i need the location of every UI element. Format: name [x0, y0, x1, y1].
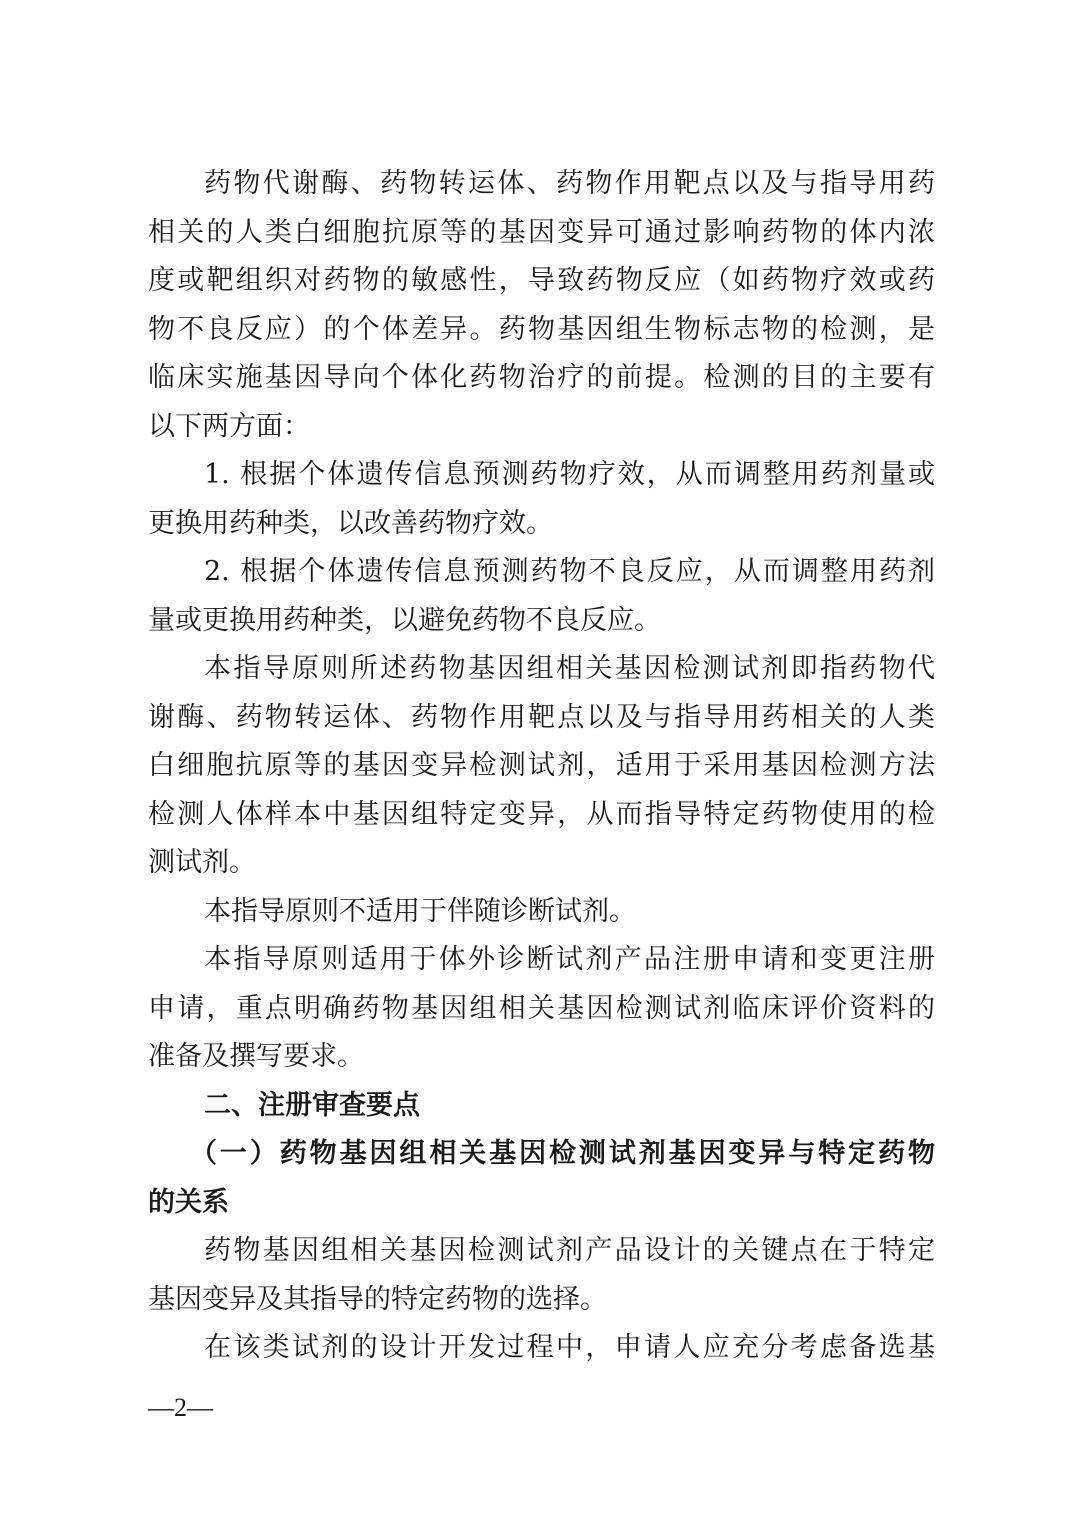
text-line: 本指导原则不适用于伴随诊断试剂。 [204, 895, 636, 927]
paragraph-1 [148, 160, 935, 451]
paragraph-7 [148, 1227, 935, 1324]
text-line: 本指导原则所述药物基因组相关基因检测试剂即指药物代 [204, 653, 935, 684]
text-line: 度或靶组织对药物的敏感性，导致药物反应（如药物疗效或药 [148, 265, 935, 296]
text-line: 临床实施基因导向个体化药物治疗的前提。检测的目的主要有 [148, 362, 935, 393]
text-line: 检测人体样本中基因组特定变异，从而指导特定药物使用的检 [148, 798, 935, 830]
paragraph-3 [148, 548, 935, 645]
text-line: 申请，重点明确药物基因组相关基因检测试剂临床评价资料的 [148, 992, 935, 1024]
text-line: 准备及撰写要求。 [148, 1041, 364, 1072]
subsection-heading [148, 1130, 935, 1227]
text-line: 2. 根据个体遗传信息预测药物不良反应，从而调整用药剂 [204, 556, 935, 587]
text-line: 量或更换用药种类，以避免药物不良反应。 [148, 604, 661, 636]
text-line: 在该类试剂的设计开发过程中，申请人应充分考虑备选基 [204, 1332, 935, 1363]
text-line: 相关的人类白细胞抗原等的基因变异可通过影响药物的体内浓 [148, 216, 935, 248]
text-line: 以下两方面： [148, 410, 310, 442]
paragraph-2 [148, 451, 935, 548]
text-line: 药物代谢酶、药物转运体、药物作用靶点以及与指导用药 [204, 168, 935, 199]
text-line: 基因变异及其指导的特定药物的选择。 [148, 1283, 607, 1315]
text-line: 白细胞抗原等的基因变异检测试剂，适用于采用基因检测方法 [148, 750, 935, 781]
text-line: 谢酶、药物转运体、药物作用靶点以及与指导用药相关的人类 [148, 701, 935, 733]
text-line: 1. 根据个体遗传信息预测药物疗效，从而调整用药剂量或 [204, 459, 935, 490]
text-line: 本指导原则适用于体外诊断试剂产品注册申请和变更注册 [204, 944, 935, 975]
page-number: —2— [148, 1393, 213, 1422]
page-body [148, 160, 935, 1373]
section-heading: 二、注册审查要点 [204, 1089, 420, 1121]
paragraph-6 [148, 936, 935, 1082]
paragraph-5 [148, 888, 935, 937]
text-line: 测试剂。 [148, 847, 256, 878]
text-line: 物不良反应）的个体差异。药物基因组生物标志物的检测，是 [148, 313, 935, 345]
text-line: 药物基因组相关基因检测试剂产品设计的关键点在于特定 [204, 1235, 935, 1266]
paragraph-8 [148, 1324, 935, 1373]
subsection-heading-line: （一）药物基因组相关基因检测试剂基因变异与特定药物 [190, 1138, 935, 1169]
paragraph-4 [148, 645, 935, 888]
text-line: 更换用药种类，以改善药物疗效。 [148, 507, 553, 539]
subsection-heading-line: 的关系 [148, 1186, 229, 1218]
